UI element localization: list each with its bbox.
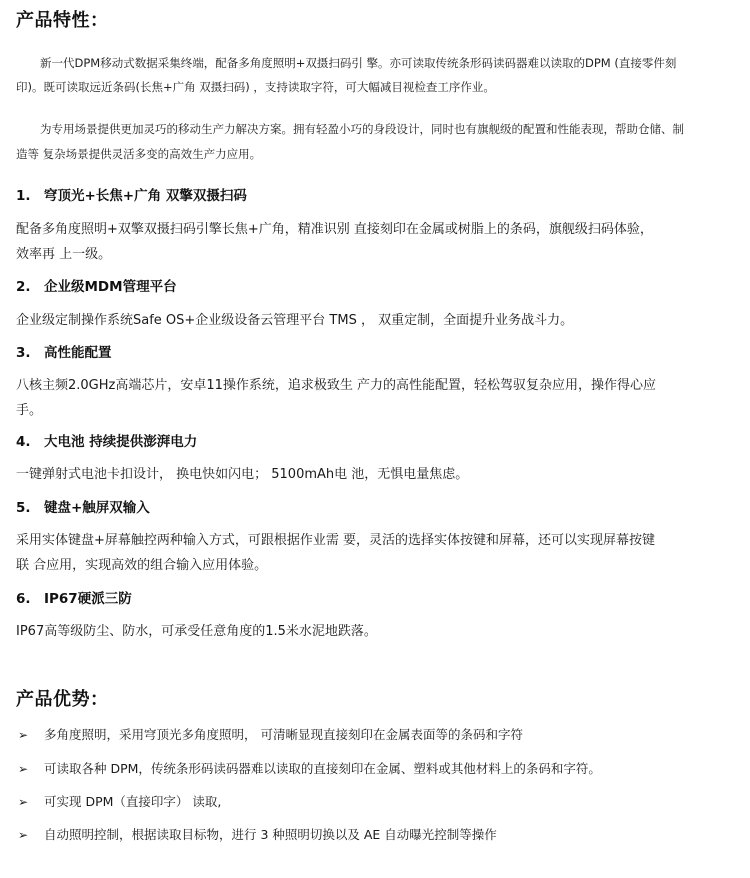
feature-4-line1: 一键弹射式电池卡扣设计， 换电快如闪电； 5100mAh电 池，无惧电量焦虑。 <box>16 467 469 482</box>
features-heading: 产品特性： <box>16 10 109 31</box>
intro-p1-line2: 印)。既可读取远近条码(长焦+广角 双摄扫码) ，支持读取字符，可大幅减目视检查工序作业。 <box>16 80 495 94</box>
feature-2-line1: 企业级定制操作系统Safe OS+企业级设备云管理平台 TMS ， 双重定制，全面提升业务战斗力。 <box>16 313 574 328</box>
advantage-item-2-text: 可读取各种 DPM，传统条形码读码器难以读取的直接刻印在金属、塑料或其他材料上的条码和字符。 <box>44 761 601 776</box>
advantage-item-2 <box>18 759 601 777</box>
feature-3-line2: 手。 <box>16 403 43 418</box>
feature-6-number: 6. <box>16 591 31 607</box>
advantage-item-4-text: 自动照明控制，根据读取目标物，进行 3 种照明切换以及 AE 自动曝光控制等操作 <box>44 827 497 842</box>
feature-5-title-text: 键盘+触屏双输入 <box>44 500 150 516</box>
feature-3-title <box>16 341 112 361</box>
feature-3-number: 3. <box>16 345 31 361</box>
advantage-item-4 <box>18 825 497 843</box>
advantage-item-1-text: 多角度照明，采用穹顶光多角度照明， 可清晰显现直接刻印在金属表面等的条码和字符 <box>44 727 523 742</box>
advantages-heading: 产品优势： <box>16 689 109 710</box>
feature-2-title-text: 企业级MDM管理平台 <box>44 279 177 295</box>
arrow-bullet-icon: ➢ <box>18 728 29 742</box>
feature-4-title <box>16 430 197 450</box>
feature-5-line2: 联 合应用，实现高效的组合输入应用体验。 <box>16 558 268 573</box>
feature-1-title-text: 穹顶光+长焦+广角 双擎双摄扫码 <box>44 188 247 204</box>
feature-6-line1: IP67高等级防尘、防水，可承受任意角度的1.5米水泥地跌落。 <box>16 624 377 639</box>
intro-p1-line1: 新一代DPM移动式数据采集终端，配备多角度照明+双摄扫码引 擎。亦可读取传统条形码读码器难以读取的DPM (直接零件刻 <box>40 56 677 70</box>
feature-2-number: 2. <box>16 279 31 295</box>
advantage-item-3 <box>18 792 221 810</box>
feature-6-title-text: IP67硬派三防 <box>44 591 132 607</box>
feature-4-number: 4. <box>16 434 31 450</box>
feature-3-line1: 八核主频2.0GHz高端芯片，安卓11操作系统，追求极致生 产力的高性能配置，轻松驾驭复杂应用，操作得心应 <box>16 378 657 393</box>
feature-4-title-text: 大电池 持续提供澎湃电力 <box>44 434 198 450</box>
advantage-item-3-text: 可实现 DPM（直接印字） 读取, <box>44 794 222 809</box>
feature-1-line2: 效率再 上一级。 <box>16 247 112 262</box>
feature-1-line1: 配备多角度照明+双擎双摄扫码引擎长焦+广角，精准识别 直接刻印在金属或树脂上的条码，旗舰级扫码体验， <box>16 222 653 237</box>
feature-5-line1: 采用实体键盘+屏幕触控两种输入方式，可跟根据作业需 要，灵活的选择实体按键和屏幕，还可以实现屏幕按键 <box>16 533 656 548</box>
intro-p2-line2: 造等 复杂场景提供灵活多变的高效生产力应用。 <box>16 147 262 161</box>
arrow-bullet-icon: ➢ <box>18 828 29 842</box>
feature-1-title <box>16 184 247 204</box>
arrow-bullet-icon: ➢ <box>18 795 29 809</box>
feature-3-title-text: 高性能配置 <box>44 345 112 361</box>
intro-p2-line1: 为专用场景提供更加灵巧的移动生产力解决方案。拥有轻盈小巧的身段设计，同时也有旗舰级的配置和性能表现，帮助仓储、制 <box>40 122 684 136</box>
feature-5-number: 5. <box>16 500 31 516</box>
advantage-item-1 <box>18 725 523 743</box>
feature-6-title <box>16 587 132 607</box>
feature-2-title <box>16 275 177 295</box>
arrow-bullet-icon: ➢ <box>18 762 29 776</box>
feature-5-title <box>16 496 150 516</box>
feature-1-number: 1. <box>16 188 31 204</box>
